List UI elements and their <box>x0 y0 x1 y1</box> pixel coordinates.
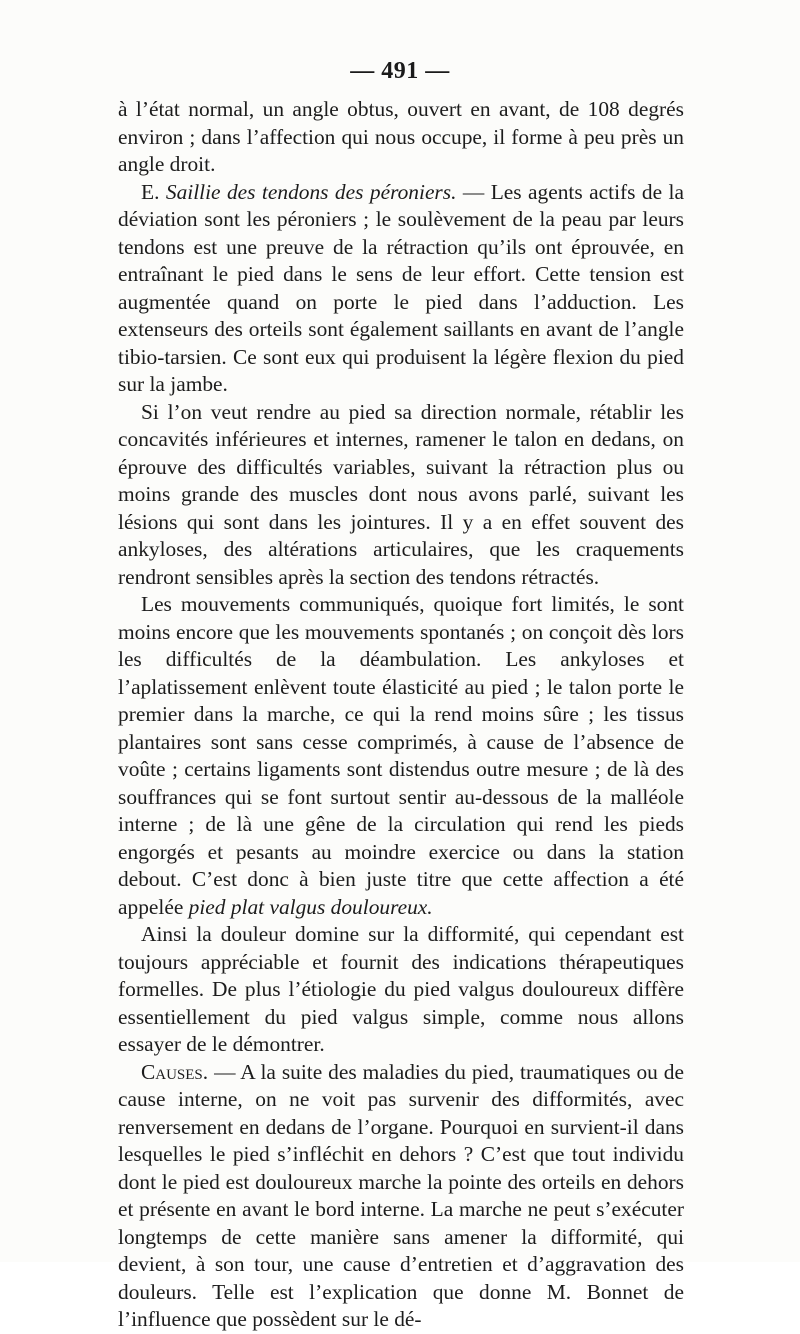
page-body <box>118 96 684 1334</box>
paragraph-1 <box>118 96 684 179</box>
paragraph-3 <box>118 399 684 592</box>
paragraph-1-text: à l’état normal, un angle obtus, ouvert en avant, de 108 degrés environ ; dans l’affection qui nous occupe, il forme à peu près un angle droit. <box>118 97 684 176</box>
paragraph-3-text: Si l’on veut rendre au pied sa direction normale, rétablir les concavités inférieures et internes, ramener le talon en dedans, on éprouve des difficultés variables, suivant la rétraction plus ou moins grande des muscles dont nous avons parlé, suivant les lésions qui sont dans les jointures. Il y a en effet souvent des ankyloses, des altérations articulaires, que les craquements rendront sensibles après la section des tendons rétractés. <box>118 399 684 589</box>
paragraph-5 <box>118 921 684 1059</box>
section-label-e: E. <box>141 179 160 204</box>
paragraph-4-text: Les mouvements communiqués, quoique fort limités, le sont moins encore que les mouvements spontanés ; on conçoit dès lors les difficultés de la déambulation. Les ankyloses et l’aplatissement enlèvent toute élasticité au pied ; le talon porte le premier dans la marche, ce qui la rend moins sûre ; les tissus plantaires sont sans cesse comprimés, à cause de l’absence de voûte ; certains ligaments sont distendus outre mesure ; de là des souffrances qui se font surtout sentir au-dessous de la malléole interne ; de là une gêne de la circulation qui rend les pieds engorgés et pesants au moindre exercice ou dans la station debout. C’est donc à bien juste titre que cette affection a été appelée <box>118 592 684 919</box>
paragraph-6 <box>118 1059 684 1334</box>
paragraph-6-text: — A la suite des maladies du pied, traumatiques ou de cause interne, on ne voit pas survenir des difformités, avec renversement en dedans de l’organe. Pourquoi en survient-il dans lesquelles le pied s’infléchit en dehors ? C’est que tout individu dont le pied est douloureux marche la pointe des orteils en dehors et présente en avant le bord interne. La marche ne peut s’exécuter longtemps de cette manière sans amener la difformité, qui devient, à son tour, une cause d’entretien et d’aggravation des douleurs. Telle est l’explication que donne M. Bonnet de l’influence que possèdent sur le dé- <box>118 1059 684 1331</box>
section-title-peroniers: Saillie des tendons des péroniers. <box>165 179 457 204</box>
page-number: — 491 — <box>350 58 450 84</box>
paragraph-5-text: Ainsi la douleur domine sur la difformité, qui cependant est toujours appréciable et fournit des indications thérapeutiques formelles. De plus l’étiologie du pied valgus douloureux diffère essentiellement du pied valgus simple, comme nous allons essayer de le démontrer. <box>118 922 684 1056</box>
term-pied-plat-valgus: pied plat valgus douloureux. <box>188 894 433 919</box>
section-label-causes: Causes. <box>141 1059 209 1084</box>
paragraph-4 <box>118 591 684 921</box>
paragraph-2 <box>118 179 684 399</box>
paragraph-2-text: — Les agents actifs de la déviation sont les péroniers ; le soulèvement de la peau par leurs tendons est une preuve de la rétraction qu’ils ont éprouvée, en entraînant le pied dans le sens de leur effort. Cette tension est augmentée quand on porte le pied dans l’adduction. Les extenseurs des orteils sont également saillants en avant de l’angle tibio-tarsien. Ce sont eux qui produisent la légère flexion du pied sur la jambe. <box>118 179 684 396</box>
